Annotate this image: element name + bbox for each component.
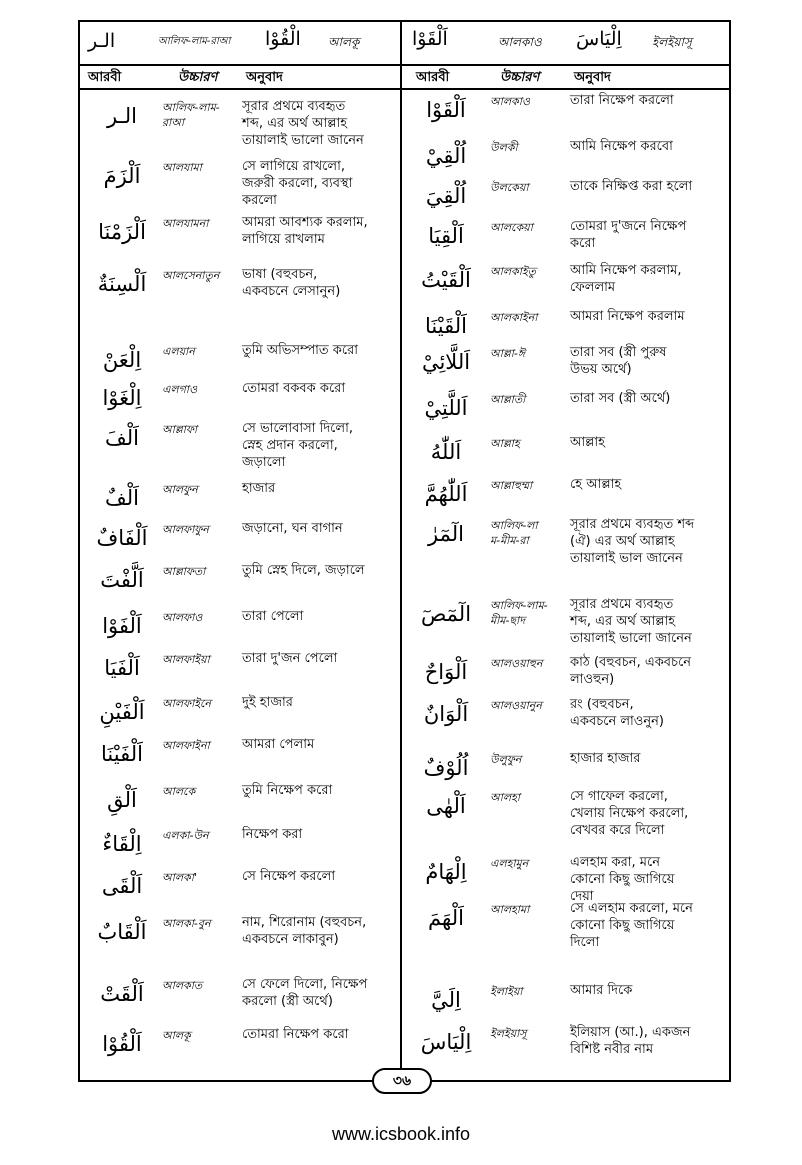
right-arabic-word: اَللّٰهُ bbox=[430, 440, 462, 464]
left-pronunciation: আলকে bbox=[162, 785, 196, 798]
left-arabic-word: اَلْفَيَا bbox=[104, 656, 140, 680]
left-arabic-word: اَلْفَيْنِ bbox=[99, 700, 145, 724]
right-meaning: আল্লাহ bbox=[570, 435, 606, 450]
right-arabic-word: اُلْقِيْ bbox=[425, 144, 467, 168]
right-col-pron-header: উচ্চারণ bbox=[500, 70, 540, 85]
left-arabic-word: اِلْعَنْ bbox=[102, 348, 142, 372]
left-pronunciation: আলকা' bbox=[162, 871, 197, 884]
right-pronunciation: আল্লাহুম্মা bbox=[490, 479, 533, 492]
left-pronunciation: আলিফ-লাম-রাআ bbox=[162, 101, 220, 129]
left-arabic-word: اَلْفَافٌ bbox=[96, 526, 148, 550]
right-pronunciation: আল্লাতী bbox=[490, 393, 526, 406]
right-meaning: এলহাম করা, মনে কোনো কিছু জাগিয়ে দেয়া bbox=[570, 855, 675, 904]
left-arabic-word: اِلْغَوْا bbox=[102, 386, 142, 410]
left-arabic-word: اَلْفَيْنَا bbox=[101, 742, 143, 766]
left-col-arabic-header: আরবী bbox=[88, 70, 122, 85]
left-arabic-word: الـر bbox=[107, 104, 137, 128]
right-pronunciation: ইলাইয়া bbox=[490, 985, 523, 998]
left-pronunciation: আলকা-বুন bbox=[162, 917, 211, 930]
footer-url: www.icsbook.info bbox=[331, 1124, 471, 1144]
right-pronunciation: আলওয়ানুন bbox=[490, 699, 542, 712]
left-arabic-word: اَلْزَمْنَا bbox=[98, 220, 146, 244]
left-pronunciation: আল্লাফা bbox=[162, 423, 198, 436]
left-pronunciation: আলফাফুন bbox=[162, 523, 209, 536]
header-right-arabic-2: اِلْيَاسَ bbox=[576, 28, 622, 50]
left-meaning: দুই হাজার bbox=[242, 695, 293, 710]
right-meaning: আমি নিক্ষেপ করলাম, ফেললাম bbox=[570, 263, 682, 295]
left-meaning: জড়ানো, ঘন বাগান bbox=[242, 521, 343, 536]
left-meaning: তোমরা বকবক করো bbox=[242, 381, 346, 396]
right-meaning: আমার দিকে bbox=[570, 983, 633, 998]
left-pronunciation: আলকাত bbox=[162, 979, 203, 992]
right-arabic-word: اِلَيَّ bbox=[431, 988, 461, 1012]
left-meaning: তুমি নিক্ষেপ করো bbox=[242, 783, 333, 798]
left-meaning: সূরার প্রথমে ব্যবহৃত শব্দ, এর অর্থ আল্লাহ তায়ালাই ভালো জানেন bbox=[242, 99, 364, 148]
right-pronunciation: আলহামা bbox=[490, 903, 530, 916]
left-meaning: তারা পেলো bbox=[242, 609, 304, 624]
dictionary-page bbox=[78, 20, 731, 1082]
right-meaning: সূরার প্রথমে ব্যবহৃত শব্দ (ঐ) এর অর্থ আল্লাহ তায়ালাই ভাল জানেন bbox=[570, 517, 695, 566]
right-meaning: তোমরা দু'জনে নিক্ষেপ করো bbox=[570, 219, 687, 251]
right-pronunciation: আল্লা-ঈ bbox=[490, 347, 525, 360]
left-arabic-word: اَلْفَ bbox=[105, 426, 139, 450]
left-arabic-word: اَلْفَوْا bbox=[102, 614, 142, 638]
page-number: ৩৬ bbox=[372, 1068, 432, 1094]
left-col-meaning-header: অনুবাদ bbox=[246, 70, 283, 85]
right-arabic-word: اَلْهٰى bbox=[426, 794, 466, 818]
right-arabic-word: اُلُوْفٌ bbox=[423, 756, 469, 780]
left-meaning: সে ফেলে দিলো, নিক্ষেপ করলো (স্ত্রী অর্থে) bbox=[242, 977, 368, 1009]
header-right-arabic-1: اَلْقَوْا bbox=[412, 28, 448, 50]
left-meaning: আমরা আবশ্যক করলাম, লাগিয়ে রাখলাম bbox=[242, 215, 368, 247]
left-arabic-word: اَلْقَابٌ bbox=[97, 920, 147, 944]
left-meaning: নিক্ষেপ করা bbox=[242, 827, 303, 842]
right-meaning: সে গাফেল করলো, খেলায় নিক্ষেপ করলো, বেখবর করে দিলো bbox=[570, 789, 689, 838]
page-header bbox=[80, 22, 729, 66]
right-arabic-word: اَلْقَيْنَا bbox=[425, 314, 467, 338]
left-pronunciation: আলকূ bbox=[162, 1029, 191, 1042]
left-pronunciation: আল্লাফতা bbox=[162, 565, 206, 578]
left-meaning: সে নিক্ষেপ করলো bbox=[242, 869, 336, 884]
right-pronunciation: আলকেয়া bbox=[490, 221, 533, 234]
right-arabic-word: اَلْقَيْتُ bbox=[421, 268, 471, 292]
header-right-pron-1: আলকাও bbox=[498, 35, 542, 49]
right-arabic-word: اِلْهَامٌ bbox=[425, 860, 467, 884]
right-pronunciation: আলিফ-লাম- মীম-ছাদ bbox=[490, 599, 548, 627]
left-arabic-word: اِلْقَاءٌ bbox=[102, 832, 142, 856]
left-pronunciation: এলয়ান bbox=[162, 345, 195, 358]
left-pronunciation: আলযামা bbox=[162, 161, 202, 174]
right-col-arabic-header: আরবী bbox=[416, 70, 450, 85]
left-meaning: তোমরা নিক্ষেপ করো bbox=[242, 1027, 349, 1042]
left-arabic-word: اَلَّفْتَ bbox=[100, 568, 144, 592]
right-arabic-word: اَللَّائِيْ bbox=[421, 350, 471, 374]
right-meaning: আমরা নিক্ষেপ করলাম bbox=[570, 309, 685, 324]
right-col-meaning-header: অনুবাদ bbox=[574, 70, 611, 85]
left-pronunciation: আলফাইনা bbox=[162, 739, 210, 752]
left-meaning: তুমি অভিসম্পাত করো bbox=[242, 343, 359, 358]
right-pronunciation: আলহা bbox=[490, 791, 520, 804]
right-meaning: তারা নিক্ষেপ করলো bbox=[570, 93, 674, 108]
right-meaning: আমি নিক্ষেপ করবো bbox=[570, 139, 673, 154]
right-pronunciation: আলকাইনা bbox=[490, 311, 538, 324]
right-arabic-word: اُلْقِيَ bbox=[425, 184, 467, 208]
right-pronunciation: উলুফুন bbox=[490, 753, 522, 766]
right-pronunciation: আলকাইতু bbox=[490, 265, 536, 278]
header-left-pron-2: আলকূ bbox=[328, 35, 360, 49]
right-pronunciation: উলকী bbox=[490, 141, 518, 154]
right-pronunciation: ইলইয়াসূ bbox=[490, 1027, 527, 1040]
left-meaning: তারা দু'জন পেলো bbox=[242, 651, 338, 666]
left-meaning: তুমি স্নেহ দিলে, জড়ালে bbox=[242, 563, 365, 578]
right-pronunciation: আল্লাহ bbox=[490, 437, 520, 450]
left-meaning: সে ভালোবাসা দিলো, স্নেহ প্রদান করলো, জড়ালো bbox=[242, 421, 353, 470]
left-arabic-word: اَلْقَتْ bbox=[100, 982, 144, 1006]
right-arabic-word: اَلْوَانٌ bbox=[423, 702, 469, 726]
right-meaning: তারা সব (স্ত্রী পুরুষ উভয় অর্থে) bbox=[570, 345, 667, 377]
left-pronunciation: এলকা-উন bbox=[162, 829, 209, 842]
right-meaning: ইলিয়াস (আ.), একজন বিশিষ্ট নবীর নাম bbox=[570, 1025, 691, 1057]
right-arabic-word: اَلْقِيَا bbox=[428, 224, 464, 248]
right-meaning: কাঠ (বহুবচন, একবচনে লাওহুন) bbox=[570, 655, 692, 687]
left-meaning: হাজার bbox=[242, 481, 276, 496]
left-col-pron-header: উচ্চারণ bbox=[178, 70, 218, 85]
right-pronunciation: আলিফ-লা ম-মীম-রা bbox=[490, 519, 538, 547]
right-arabic-word: اَللّٰهُمَّ bbox=[424, 482, 468, 506]
header-left-pron-1: আলিফ-লাম-রাআ bbox=[158, 36, 231, 47]
left-meaning: সে লাগিয়ে রাখলো, জরুরী করলো, ব্যবস্থা করলো bbox=[242, 159, 353, 208]
left-arabic-word: اَلْسِنَةٌ bbox=[97, 272, 147, 296]
right-meaning: তাকে নিক্ষিপ্ত করা হলো bbox=[570, 179, 693, 194]
right-meaning: তারা সব (স্ত্রী অর্থে) bbox=[570, 391, 671, 406]
left-arabic-word: اَلْقُوْا bbox=[102, 1032, 142, 1056]
header-right-pron-2: ইলইয়াসূ bbox=[652, 35, 692, 49]
left-pronunciation: এলগাও bbox=[162, 383, 198, 396]
right-arabic-word: اَلْوَاحٌ bbox=[424, 660, 468, 684]
right-arabic-word: الٓمٓصٓ bbox=[420, 602, 472, 626]
left-arabic-word: اَلْزَمَ bbox=[103, 164, 141, 188]
right-arabic-word: الٓمٓرٰ bbox=[428, 522, 464, 546]
left-pronunciation: আলযামনা bbox=[162, 217, 209, 230]
left-arabic-word: اَلْقَى bbox=[101, 874, 143, 898]
left-pronunciation: আলসেনাতুন bbox=[162, 269, 220, 282]
right-pronunciation: এলহামুন bbox=[490, 857, 529, 870]
right-pronunciation: আলকাও bbox=[490, 95, 531, 108]
left-meaning: ভাষা (বহুবচন, একবচনে লেসানুন) bbox=[242, 267, 341, 299]
left-meaning: নাম, শিরোনাম (বহুবচন, একবচনে লাকাবুন) bbox=[242, 915, 367, 947]
right-pronunciation: উলকেয়া bbox=[490, 181, 529, 194]
left-arabic-word: اَلْفٌ bbox=[105, 486, 139, 510]
left-pronunciation: আলফাও bbox=[162, 611, 203, 624]
right-pronunciation: আলওয়াহুন bbox=[490, 657, 543, 670]
left-arabic-word: اَلْقِ bbox=[107, 788, 137, 812]
right-meaning: সে এলহাম করলো, মনে কোনো কিছু জাগিয়ে দিলো bbox=[570, 901, 693, 950]
left-pronunciation: আলফাইনে bbox=[162, 697, 211, 710]
left-pronunciation: আলফাইয়া bbox=[162, 653, 210, 666]
right-meaning: হাজার হাজার bbox=[570, 751, 641, 766]
left-pronunciation: আলফুন bbox=[162, 483, 198, 496]
right-arabic-word: اَللَّتِيْ bbox=[424, 396, 468, 420]
right-meaning: হে আল্লাহ bbox=[570, 477, 622, 492]
left-meaning: আমরা পেলাম bbox=[242, 737, 315, 752]
right-arabic-word: اَلْقَوْا bbox=[426, 98, 466, 122]
column-divider bbox=[400, 22, 402, 1080]
right-arabic-word: اِلْيَاسَ bbox=[420, 1030, 472, 1054]
header-left-arabic-2: الْقُوْا bbox=[265, 28, 301, 50]
right-meaning: সূরার প্রথমে ব্যবহৃত শব্দ, এর অর্থ আল্লাহ তায়ালাই ভালো জানেন bbox=[570, 597, 692, 646]
header-left-arabic-1: الـر bbox=[88, 30, 116, 52]
right-arabic-word: اَلْهَمَ bbox=[428, 906, 464, 930]
right-meaning: রং (বহুবচন, একবচনে লাওনুন) bbox=[570, 697, 664, 729]
